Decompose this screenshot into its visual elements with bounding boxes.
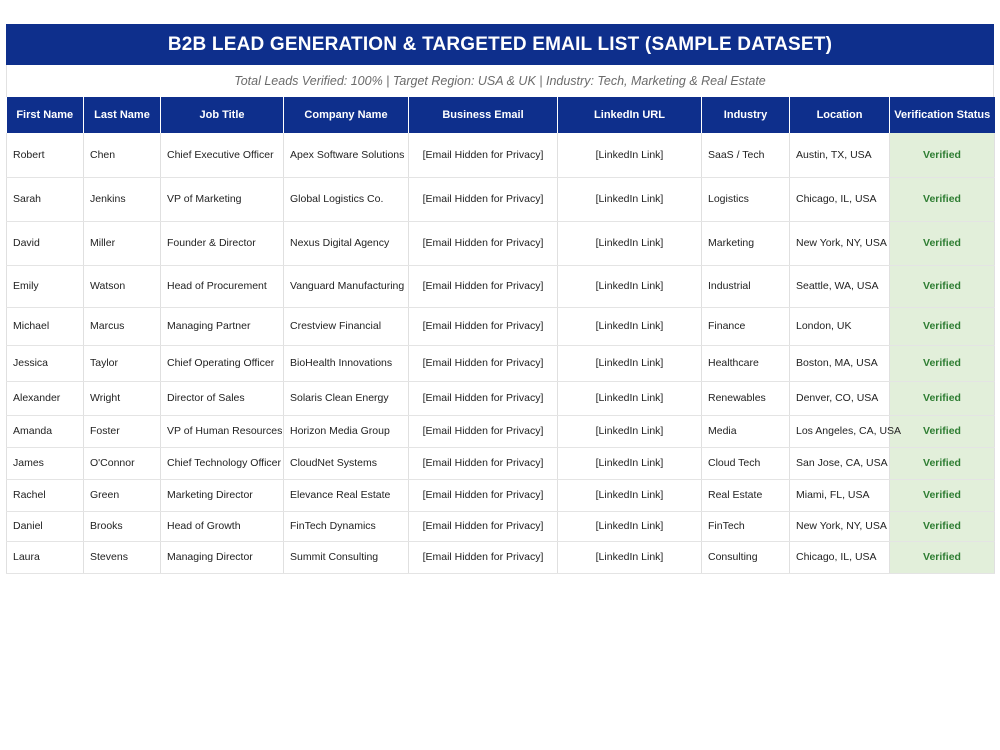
verification-status-cell[interactable]: Verified [890,381,995,415]
industry-cell[interactable]: FinTech [702,511,790,541]
table-row [7,511,995,541]
linkedin-url-cell[interactable]: [LinkedIn Link] [558,479,702,511]
job-title-cell[interactable]: Chief Technology Officer [161,447,284,479]
business-email-cell[interactable]: [Email Hidden for Privacy] [409,265,558,307]
last-name-cell[interactable]: Taylor [84,345,161,381]
verification-status-cell[interactable]: Verified [890,177,995,221]
verification-status-cell[interactable]: Verified [890,133,995,177]
table-row [7,177,995,221]
linkedin-url-cell[interactable]: [LinkedIn Link] [558,381,702,415]
business-email-cell[interactable]: [Email Hidden for Privacy] [409,221,558,265]
table-row [7,221,995,265]
last-name-cell[interactable]: Chen [84,133,161,177]
linkedin-url-cell[interactable]: [LinkedIn Link] [558,511,702,541]
last-name-cell[interactable]: Marcus [84,307,161,345]
sheet-title: B2B LEAD GENERATION & TARGETED EMAIL LIST (SAMPLE DATASET) [6,24,994,65]
linkedin-url-cell[interactable]: [LinkedIn Link] [558,541,702,573]
sheet-subtitle: Total Leads Verified: 100% | Target Region: USA & UK | Industry: Tech, Marketing & Real Estate [6,65,994,97]
location-cell[interactable]: Boston, MA, USA [790,345,890,381]
first-name-cell[interactable]: Laura [7,541,84,573]
job-title-cell[interactable]: Head of Procurement [161,265,284,307]
first-name-cell[interactable]: David [7,221,84,265]
verification-status-cell[interactable]: Verified [890,447,995,479]
last-name-cell[interactable]: Miller [84,221,161,265]
last-name-cell[interactable]: O'Connor [84,447,161,479]
verification-status-cell[interactable]: Verified [890,221,995,265]
table-row [7,541,995,573]
industry-cell[interactable]: Consulting [702,541,790,573]
table-row [7,133,995,177]
job-title-cell[interactable]: Chief Operating Officer [161,345,284,381]
location-cell[interactable]: Los Angeles, CA, USA [790,415,890,447]
industry-cell[interactable]: SaaS / Tech [702,133,790,177]
location-cell[interactable]: New York, NY, USA [790,221,890,265]
table-row [7,447,995,479]
company-name-cell[interactable]: Crestview Financial [284,307,409,345]
first-name-cell[interactable]: Jessica [7,345,84,381]
company-name-cell[interactable]: Global Logistics Co. [284,177,409,221]
first-name-cell[interactable]: Amanda [7,415,84,447]
last-name-cell[interactable]: Watson [84,265,161,307]
header-row [7,97,995,133]
industry-cell[interactable]: Marketing [702,221,790,265]
industry-cell[interactable]: Media [702,415,790,447]
job-title-cell[interactable]: Head of Growth [161,511,284,541]
business-email-cell[interactable]: [Email Hidden for Privacy] [409,307,558,345]
location-cell[interactable]: Miami, FL, USA [790,479,890,511]
business-email-cell[interactable]: [Email Hidden for Privacy] [409,345,558,381]
location-cell[interactable]: Austin, TX, USA [790,133,890,177]
location-cell[interactable]: New York, NY, USA [790,511,890,541]
table-body [7,133,995,573]
company-name-cell[interactable]: Horizon Media Group [284,415,409,447]
first-name-cell[interactable]: Daniel [7,511,84,541]
business-email-cell[interactable]: [Email Hidden for Privacy] [409,177,558,221]
verification-status-cell[interactable]: Verified [890,511,995,541]
industry-cell[interactable]: Healthcare [702,345,790,381]
first-name-cell[interactable]: Alexander [7,381,84,415]
linkedin-url-cell[interactable]: [LinkedIn Link] [558,447,702,479]
industry-cell[interactable]: Logistics [702,177,790,221]
verification-status-cell[interactable]: Verified [890,265,995,307]
table-row [7,307,995,345]
industry-cell[interactable]: Renewables [702,381,790,415]
business-email-cell[interactable]: [Email Hidden for Privacy] [409,511,558,541]
verification-status-cell[interactable]: Verified [890,479,995,511]
linkedin-url-cell[interactable]: [LinkedIn Link] [558,265,702,307]
last-name-cell[interactable]: Stevens [84,541,161,573]
job-title-cell[interactable]: Director of Sales [161,381,284,415]
job-title-cell[interactable]: VP of Human Resources [161,415,284,447]
first-name-cell[interactable]: James [7,447,84,479]
last-name-cell[interactable]: Green [84,479,161,511]
linkedin-url-cell[interactable]: [LinkedIn Link] [558,221,702,265]
column-header-job-title[interactable]: Job Title [161,97,284,133]
table-row [7,265,995,307]
last-name-cell[interactable]: Jenkins [84,177,161,221]
linkedin-url-cell[interactable]: [LinkedIn Link] [558,415,702,447]
column-header-first-name[interactable]: First Name [7,97,84,133]
location-cell[interactable]: Denver, CO, USA [790,381,890,415]
first-name-cell[interactable]: Robert [7,133,84,177]
job-title-cell[interactable]: Marketing Director [161,479,284,511]
company-name-cell[interactable]: Apex Software Solutions [284,133,409,177]
business-email-cell[interactable]: [Email Hidden for Privacy] [409,541,558,573]
last-name-cell[interactable]: Wright [84,381,161,415]
column-header-business-email[interactable]: Business Email [409,97,558,133]
company-name-cell[interactable]: Summit Consulting [284,541,409,573]
location-cell[interactable]: Seattle, WA, USA [790,265,890,307]
spreadsheet [6,24,994,574]
linkedin-url-cell[interactable]: [LinkedIn Link] [558,345,702,381]
first-name-cell[interactable]: Rachel [7,479,84,511]
verification-status-cell[interactable]: Verified [890,307,995,345]
last-name-cell[interactable]: Brooks [84,511,161,541]
job-title-cell[interactable]: Founder & Director [161,221,284,265]
column-header-linkedin-url[interactable]: LinkedIn URL [558,97,702,133]
job-title-cell[interactable]: Managing Partner [161,307,284,345]
verification-status-cell[interactable]: Verified [890,541,995,573]
company-name-cell[interactable]: Elevance Real Estate [284,479,409,511]
column-header-verification-status[interactable]: Verification Status [890,97,995,133]
industry-cell[interactable]: Industrial [702,265,790,307]
table-row [7,345,995,381]
location-cell[interactable]: Chicago, IL, USA [790,541,890,573]
table-row [7,415,995,447]
first-name-cell[interactable]: Sarah [7,177,84,221]
industry-cell[interactable]: Real Estate [702,479,790,511]
industry-cell[interactable]: Finance [702,307,790,345]
job-title-cell[interactable]: Managing Director [161,541,284,573]
first-name-cell[interactable]: Emily [7,265,84,307]
business-email-cell[interactable]: [Email Hidden for Privacy] [409,381,558,415]
company-name-cell[interactable]: BioHealth Innovations [284,345,409,381]
job-title-cell[interactable]: VP of Marketing [161,177,284,221]
business-email-cell[interactable]: [Email Hidden for Privacy] [409,133,558,177]
table-row [7,381,995,415]
company-name-cell[interactable]: FinTech Dynamics [284,511,409,541]
table-row [7,479,995,511]
business-email-cell[interactable]: [Email Hidden for Privacy] [409,447,558,479]
location-cell[interactable]: Chicago, IL, USA [790,177,890,221]
linkedin-url-cell[interactable]: [LinkedIn Link] [558,307,702,345]
column-header-industry[interactable]: Industry [702,97,790,133]
first-name-cell[interactable]: Michael [7,307,84,345]
business-email-cell[interactable]: [Email Hidden for Privacy] [409,479,558,511]
job-title-cell[interactable]: Chief Executive Officer [161,133,284,177]
company-name-cell[interactable]: CloudNet Systems [284,447,409,479]
column-header-company-name[interactable]: Company Name [284,97,409,133]
industry-cell[interactable]: Cloud Tech [702,447,790,479]
column-header-location[interactable]: Location [790,97,890,133]
leads-table [6,97,995,574]
column-header-last-name[interactable]: Last Name [84,97,161,133]
company-name-cell[interactable]: Nexus Digital Agency [284,221,409,265]
business-email-cell[interactable]: [Email Hidden for Privacy] [409,415,558,447]
linkedin-url-cell[interactable]: [LinkedIn Link] [558,133,702,177]
location-cell[interactable]: San Jose, CA, USA [790,447,890,479]
last-name-cell[interactable]: Foster [84,415,161,447]
verification-status-cell[interactable]: Verified [890,345,995,381]
verification-status-cell[interactable]: Verified [890,415,995,447]
linkedin-url-cell[interactable]: [LinkedIn Link] [558,177,702,221]
location-cell[interactable]: London, UK [790,307,890,345]
company-name-cell[interactable]: Vanguard Manufacturing [284,265,409,307]
company-name-cell[interactable]: Solaris Clean Energy [284,381,409,415]
